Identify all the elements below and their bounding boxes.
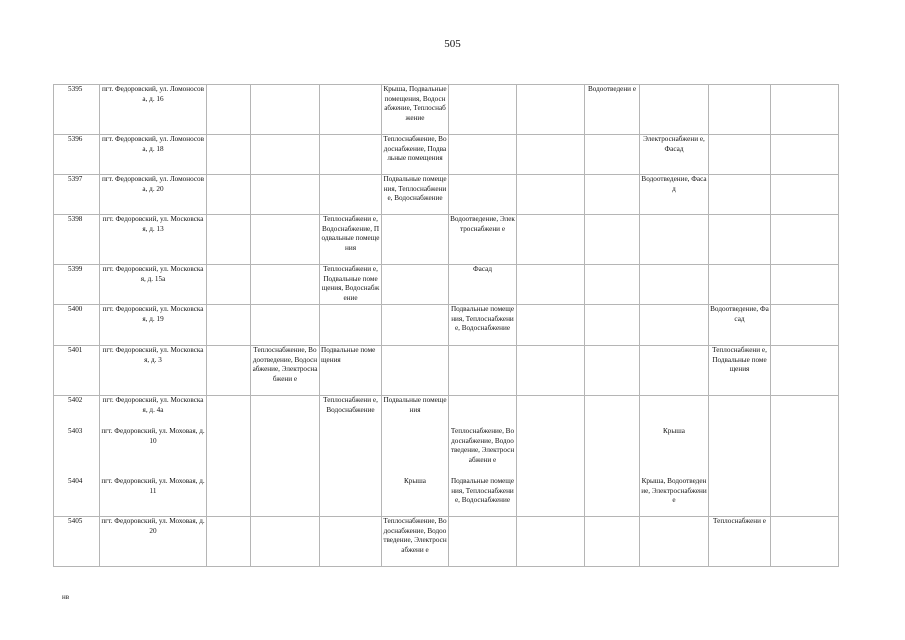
work-type-cell: Теплоснабжени е, Водоснабжение, Подвальные помещения — [320, 215, 382, 265]
work-type-cell — [251, 396, 320, 427]
work-type-cell — [585, 477, 640, 517]
work-type-cell — [207, 265, 251, 305]
work-type-cell: Теплоснабжени е — [709, 517, 771, 567]
work-type-cell — [382, 305, 449, 346]
work-type-cell — [640, 517, 709, 567]
work-type-cell — [207, 427, 251, 477]
work-type-cell — [517, 477, 585, 517]
work-type-cell: Подвальные помещения — [320, 346, 382, 396]
work-type-cell — [207, 305, 251, 346]
work-type-cell — [771, 265, 839, 305]
work-type-cell — [207, 175, 251, 215]
work-type-cell — [320, 477, 382, 517]
work-type-cell — [771, 517, 839, 567]
address-cell: пгт. Федоровский, ул. Московская, д. 4а — [100, 396, 207, 427]
work-type-cell: Теплоснабжение, Водоснабжение, Подвальные помещения — [382, 135, 449, 175]
row-number: 5404 — [54, 477, 100, 517]
work-type-cell — [449, 517, 517, 567]
work-type-cell — [585, 215, 640, 265]
work-type-cell — [517, 265, 585, 305]
work-type-cell — [771, 175, 839, 215]
work-type-cell — [709, 215, 771, 265]
work-type-cell — [320, 85, 382, 135]
table-row — [54, 346, 839, 396]
work-type-cell: Водоотведение, Фасад — [640, 175, 709, 215]
work-type-cell: Теплоснабжение, Водоснабжение, Водоотведение, Электроснабжени е — [449, 427, 517, 477]
work-type-cell — [320, 135, 382, 175]
work-type-cell — [771, 215, 839, 265]
table-row — [54, 517, 839, 567]
table-row — [54, 175, 839, 215]
work-type-cell — [709, 477, 771, 517]
table-row — [54, 265, 839, 305]
work-type-cell — [640, 215, 709, 265]
row-number: 5399 — [54, 265, 100, 305]
work-type-cell — [449, 175, 517, 215]
work-type-cell — [771, 305, 839, 346]
work-type-cell: Подвальные помещения, Теплоснабжение, Водоснабжение — [382, 175, 449, 215]
address-cell: пгт. Федоровский, ул. Московская, д. 3 — [100, 346, 207, 396]
work-type-cell — [709, 427, 771, 477]
work-type-cell — [585, 427, 640, 477]
row-number: 5396 — [54, 135, 100, 175]
work-type-cell: Подвальные помещения — [382, 396, 449, 427]
work-type-cell — [771, 477, 839, 517]
work-type-cell — [771, 135, 839, 175]
work-type-cell: Водоотведение, Фасад — [709, 305, 771, 346]
work-type-cell — [382, 346, 449, 396]
work-type-cell: Крыша, Подвальные помещения, Водоснабжение, Теплоснабжение — [382, 85, 449, 135]
work-type-cell — [207, 215, 251, 265]
work-type-cell — [517, 517, 585, 567]
work-type-cell — [320, 175, 382, 215]
work-type-cell — [207, 396, 251, 427]
work-type-cell — [320, 427, 382, 477]
table-row — [54, 477, 839, 517]
work-type-cell — [320, 305, 382, 346]
work-type-cell: Крыша — [382, 477, 449, 517]
work-type-cell — [382, 215, 449, 265]
work-type-cell: Электроснабжени е, Фасад — [640, 135, 709, 175]
table-row — [54, 427, 839, 477]
footer-mark: нв — [62, 593, 70, 601]
address-cell: пгт. Федоровский, ул. Ломоносова, д. 16 — [100, 85, 207, 135]
address-cell: пгт. Федоровский, ул. Моховая, д. 20 — [100, 517, 207, 567]
work-type-cell — [771, 85, 839, 135]
work-type-cell: Крыша — [640, 427, 709, 477]
work-type-cell — [771, 427, 839, 477]
address-cell: пгт. Федоровский, ул. Московская, д. 19 — [100, 305, 207, 346]
work-type-cell — [251, 135, 320, 175]
work-type-cell — [709, 265, 771, 305]
work-type-cell: Водоотведение, Электроснабжени е — [449, 215, 517, 265]
work-type-cell — [709, 85, 771, 135]
work-type-cell: Фасад — [449, 265, 517, 305]
work-type-cell — [382, 427, 449, 477]
work-type-cell — [449, 85, 517, 135]
work-type-cell: Подвальные помещения, Теплоснабжение, Водоснабжение — [449, 477, 517, 517]
work-type-cell — [517, 135, 585, 175]
page-number: 505 — [444, 38, 461, 50]
work-type-cell — [207, 346, 251, 396]
address-cell: пгт. Федоровский, ул. Московская, д. 13 — [100, 215, 207, 265]
work-type-cell — [251, 265, 320, 305]
work-type-cell — [585, 346, 640, 396]
work-type-cell: Теплоснабжени е, Подвальные помещения, Водоснабжение — [320, 265, 382, 305]
work-type-cell — [207, 477, 251, 517]
work-type-cell: Теплоснабжени е, Водоснабжение — [320, 396, 382, 427]
work-type-cell — [585, 175, 640, 215]
table-row — [54, 305, 839, 346]
work-type-cell — [251, 175, 320, 215]
work-type-cell — [640, 305, 709, 346]
work-type-cell: Крыша, Водоотведение, Электроснабжени е — [640, 477, 709, 517]
work-type-cell: Теплоснабжени е, Подвальные помещения — [709, 346, 771, 396]
address-cell: пгт. Федоровский, ул. Ломоносова, д. 20 — [100, 175, 207, 215]
table-row — [54, 215, 839, 265]
row-number: 5402 — [54, 396, 100, 427]
work-type-cell — [640, 85, 709, 135]
work-type-cell: Теплоснабжение, Водоотведение, Водоснабжение, Электроснабжени е — [251, 346, 320, 396]
work-type-cell — [251, 477, 320, 517]
work-type-cell — [585, 265, 640, 305]
work-type-cell — [251, 427, 320, 477]
row-number: 5400 — [54, 305, 100, 346]
work-type-cell — [517, 85, 585, 135]
work-type-cell: Теплоснабжение, Водоснабжение, Водоотведение, Электроснабжени е — [382, 517, 449, 567]
row-number: 5395 — [54, 85, 100, 135]
row-number: 5401 — [54, 346, 100, 396]
work-type-cell: Подвальные помещения, Теплоснабжение, Водоснабжение — [449, 305, 517, 346]
work-type-cell — [585, 517, 640, 567]
row-number: 5398 — [54, 215, 100, 265]
work-type-cell — [771, 346, 839, 396]
work-type-cell — [251, 215, 320, 265]
work-type-cell — [585, 396, 640, 427]
address-cell: пгт. Федоровский, ул. Московская, д. 15а — [100, 265, 207, 305]
table-row — [54, 135, 839, 175]
table-row — [54, 396, 839, 427]
work-type-cell — [207, 517, 251, 567]
work-type-cell — [517, 396, 585, 427]
work-type-cell — [585, 305, 640, 346]
work-type-cell — [709, 175, 771, 215]
work-type-cell — [517, 427, 585, 477]
repair-schedule-table — [53, 84, 839, 567]
work-type-cell — [251, 85, 320, 135]
work-type-cell — [585, 135, 640, 175]
work-type-cell — [251, 517, 320, 567]
work-type-cell — [449, 396, 517, 427]
row-number: 5403 — [54, 427, 100, 477]
work-type-cell — [640, 396, 709, 427]
work-type-cell — [207, 85, 251, 135]
work-type-cell — [449, 135, 517, 175]
work-type-cell — [771, 396, 839, 427]
work-type-cell — [517, 175, 585, 215]
work-type-cell — [382, 265, 449, 305]
address-cell: пгт. Федоровский, ул. Моховая, д. 10 — [100, 427, 207, 477]
work-type-cell — [709, 135, 771, 175]
work-type-cell — [640, 346, 709, 396]
work-type-cell — [517, 305, 585, 346]
work-type-cell — [207, 135, 251, 175]
work-type-cell — [449, 346, 517, 396]
row-number: 5397 — [54, 175, 100, 215]
row-number: 5405 — [54, 517, 100, 567]
work-type-cell — [517, 346, 585, 396]
address-cell: пгт. Федоровский, ул. Ломоносова, д. 18 — [100, 135, 207, 175]
address-cell: пгт. Федоровский, ул. Моховая, д. 11 — [100, 477, 207, 517]
work-type-cell — [517, 215, 585, 265]
table-row — [54, 85, 839, 135]
work-type-cell — [251, 305, 320, 346]
work-type-cell — [320, 517, 382, 567]
work-type-cell: Водоотведени е — [585, 85, 640, 135]
work-type-cell — [709, 396, 771, 427]
work-type-cell — [640, 265, 709, 305]
